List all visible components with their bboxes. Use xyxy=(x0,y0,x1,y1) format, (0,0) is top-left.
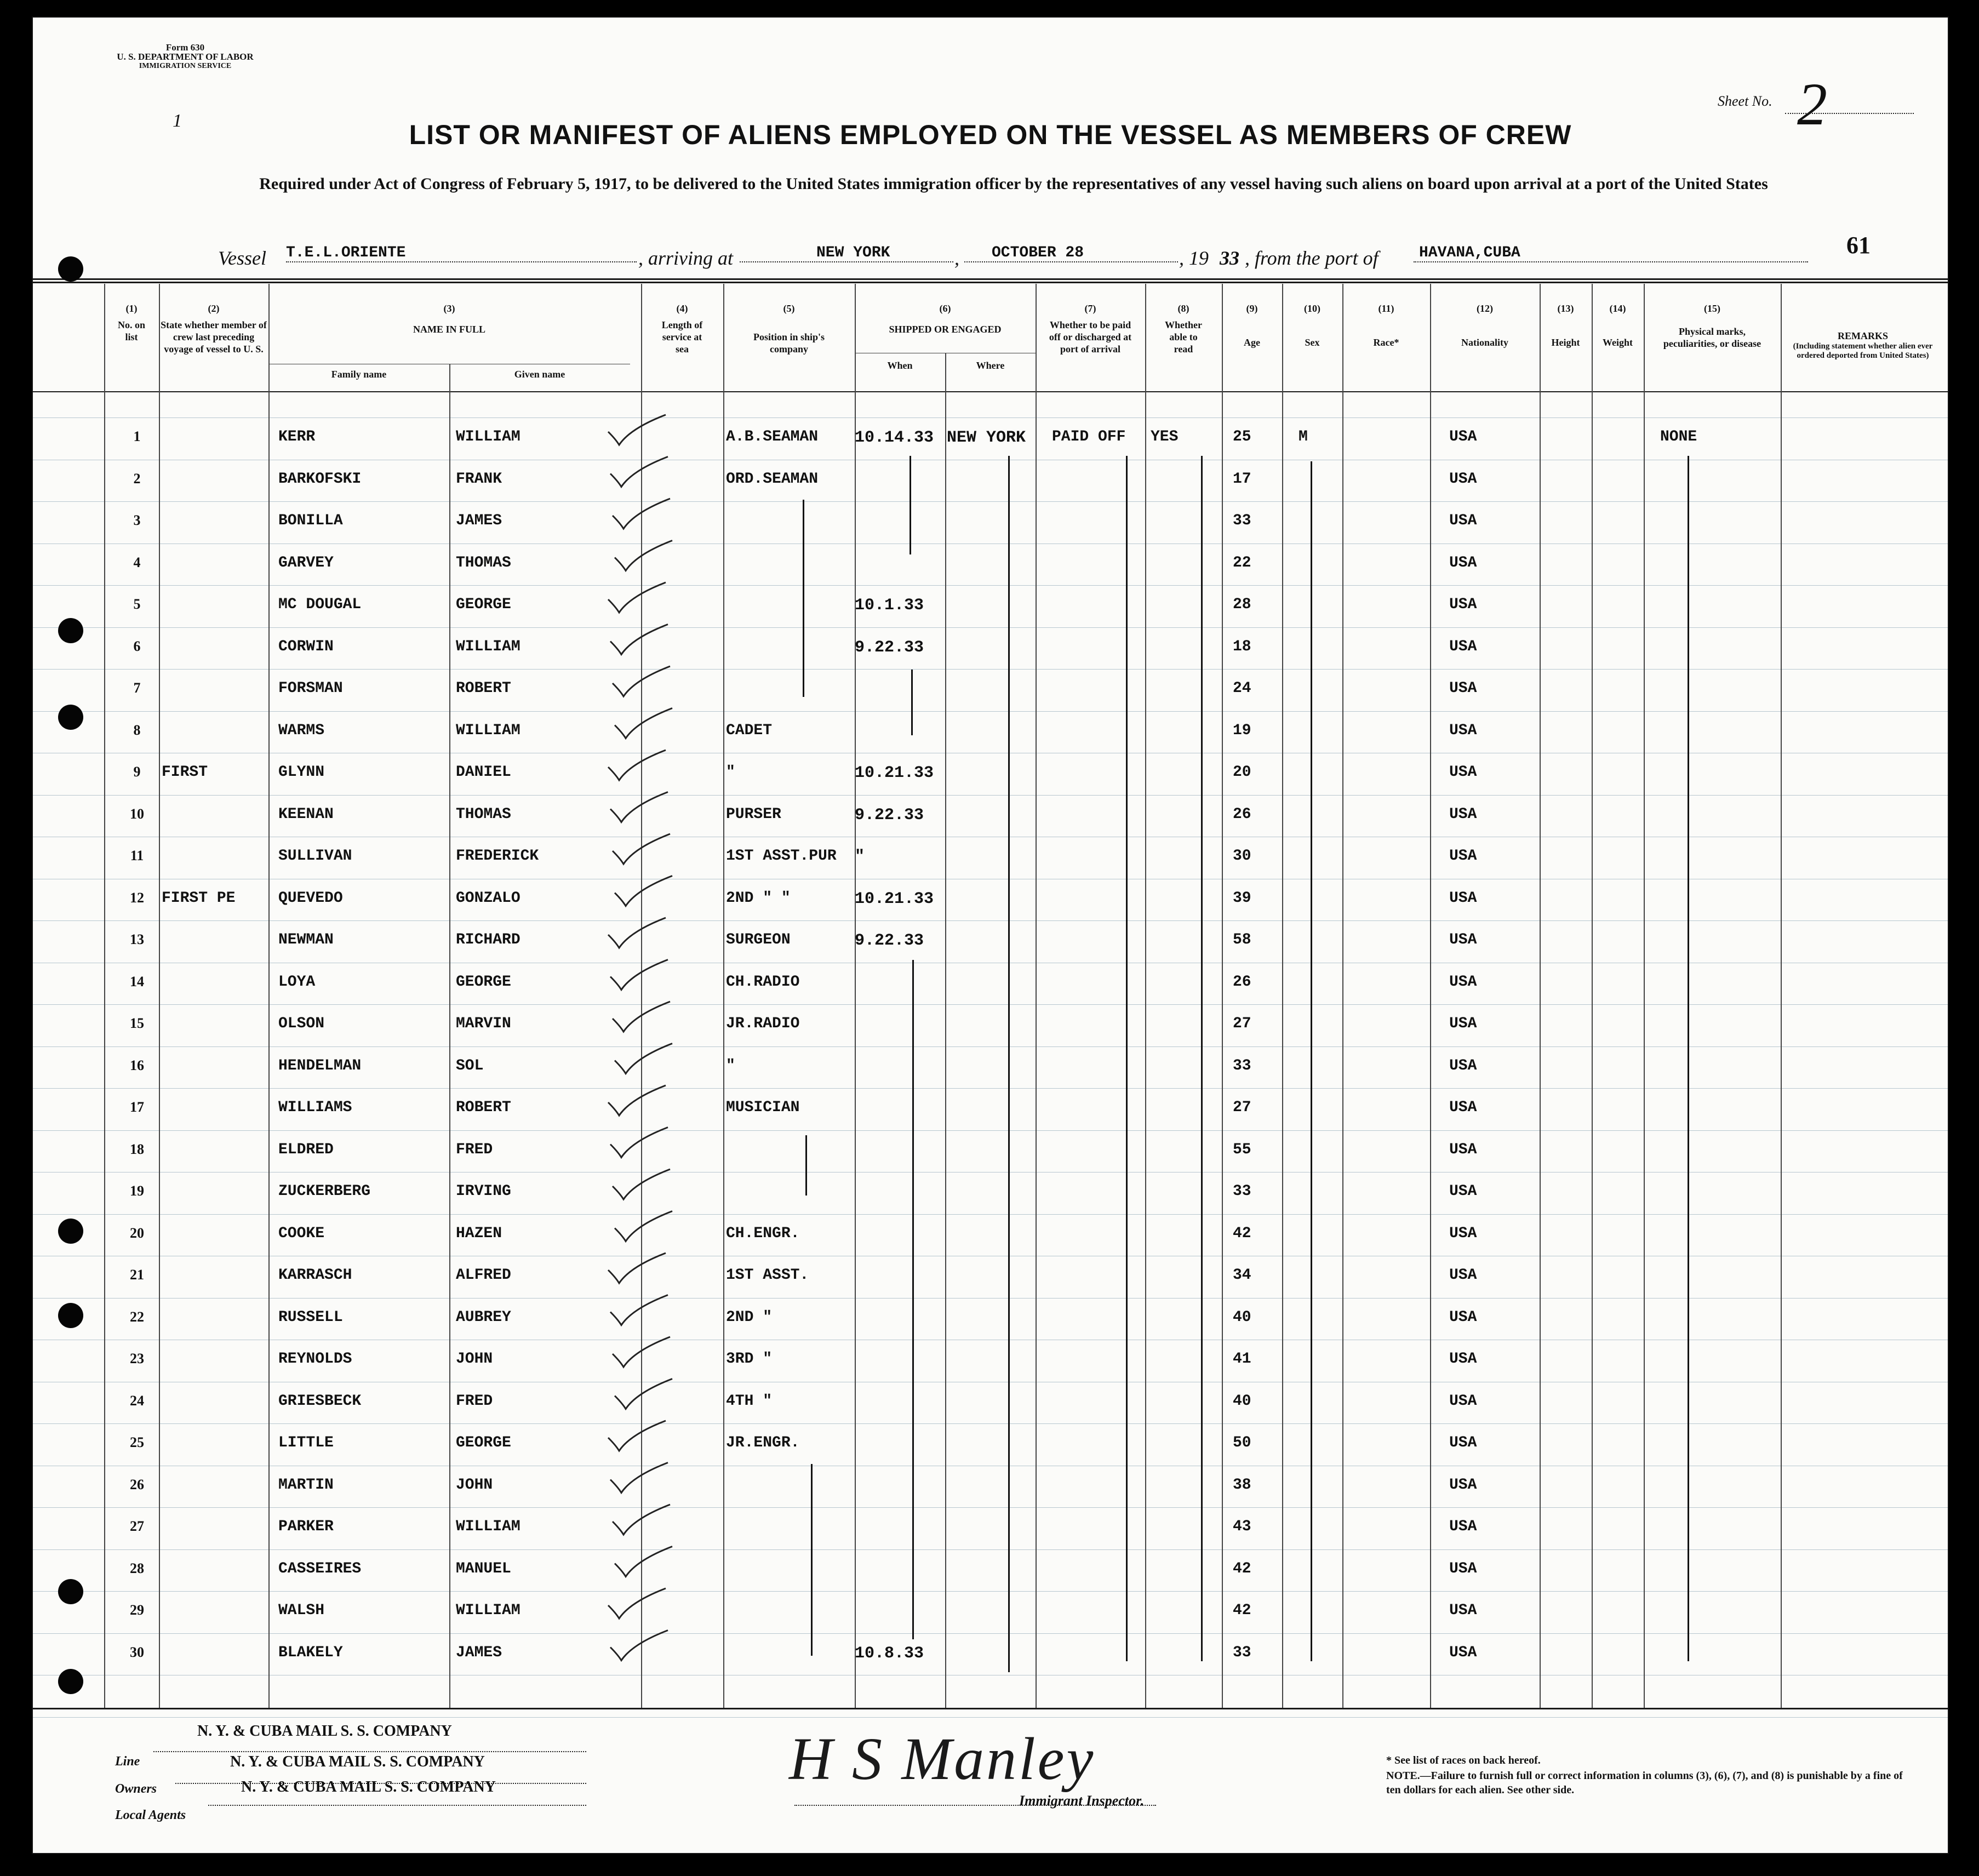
age: 26 xyxy=(1233,973,1251,991)
binder-hole xyxy=(58,1579,83,1604)
shipped-when: 10.21.33 xyxy=(855,889,934,908)
age: 39 xyxy=(1233,889,1251,907)
family-name: CASSEIRES xyxy=(278,1560,362,1577)
shipped-when: " xyxy=(855,848,865,866)
given-name: ROBERT xyxy=(456,1099,511,1116)
family-name: GLYNN xyxy=(278,764,325,781)
row-number: 12 xyxy=(130,889,144,906)
age: 27 xyxy=(1233,1015,1251,1032)
page-title: LIST OR MANIFEST OF ALIENS EMPLOYED ON THE VESSEL AS MEMBERS OF CREW xyxy=(409,119,1572,150)
given-name: GEORGE xyxy=(456,596,511,613)
departure-port: HAVANA,CUBA xyxy=(1414,244,1808,262)
nationality: USA xyxy=(1449,1476,1477,1494)
position: JR.ENGR. xyxy=(726,1434,800,1451)
check-mark xyxy=(608,1588,666,1618)
col16-header: REMARKS (Including statement whether alien ever ordered deported from United States) xyxy=(1793,330,1933,360)
col8-header: (8) Whether able to read xyxy=(1165,303,1202,354)
nationality: USA xyxy=(1449,554,1477,571)
given-name: FRED xyxy=(456,1141,493,1158)
family-name: GRIESBECK xyxy=(278,1392,362,1410)
family-name: LOYA xyxy=(278,973,316,991)
line-label: Line xyxy=(115,1754,140,1769)
given-name: AUBREY xyxy=(456,1308,511,1326)
year-prefix: , 19 xyxy=(1179,247,1209,269)
col6-header: (6) SHIPPED OR ENGAGED xyxy=(889,303,1002,335)
given-name: JOHN xyxy=(456,1351,493,1368)
row-number: 23 xyxy=(130,1351,144,1366)
binder-hole xyxy=(58,1219,83,1244)
position: JR.RADIO xyxy=(726,1015,800,1032)
family-name: ELDRED xyxy=(278,1141,334,1158)
nationality: USA xyxy=(1449,931,1477,948)
binder-hole xyxy=(58,705,83,730)
check-mark xyxy=(608,750,666,780)
position: 1ST ASST.PUR xyxy=(726,848,837,865)
binder-hole xyxy=(58,1669,83,1694)
races-note: * See list of races on back hereof. xyxy=(1386,1754,1541,1766)
nationality: USA xyxy=(1449,1267,1477,1284)
given-name: HAZEN xyxy=(456,1225,502,1242)
nationality: USA xyxy=(1449,1392,1477,1410)
page-subtitle: Required under Act of Congress of February 5, 1917, to be delivered to the United States immigration officer by the representatives of any vessel having such aliens on board upon arrival at a port of the United States xyxy=(259,175,1768,193)
col12-header: (12) Nationality xyxy=(1461,303,1508,348)
nationality: USA xyxy=(1449,428,1477,445)
sheet-label: Sheet No. xyxy=(1718,93,1772,109)
given-name: SOL xyxy=(456,1057,484,1074)
col10-header: (10) Sex xyxy=(1304,303,1320,348)
age: 19 xyxy=(1233,722,1251,739)
check-marks xyxy=(33,18,1948,1853)
row-number: 24 xyxy=(130,1392,144,1409)
row-number: 20 xyxy=(130,1225,144,1241)
age: 18 xyxy=(1233,638,1251,655)
nationality: USA xyxy=(1449,1518,1477,1535)
col13-header: (13) Height xyxy=(1551,303,1580,348)
vessel-name: T.E.L.ORIENTE xyxy=(286,244,637,262)
check-mark xyxy=(608,1253,666,1283)
age: 42 xyxy=(1233,1602,1251,1619)
row-number: 5 xyxy=(133,596,141,612)
binder-hole xyxy=(58,1303,83,1328)
arrival-date: OCTOBER 28 xyxy=(964,244,1178,262)
position: 4TH " xyxy=(726,1392,773,1410)
position: 2ND " xyxy=(726,1308,773,1326)
shipped-when: 9.22.33 xyxy=(855,805,924,825)
family-name: PARKER xyxy=(278,1518,334,1535)
family-name: NEWMAN xyxy=(278,931,334,948)
family-name: CORWIN xyxy=(278,638,334,655)
age: 42 xyxy=(1233,1225,1251,1242)
shipped-when: 9.22.33 xyxy=(855,931,924,950)
age: 33 xyxy=(1233,1183,1251,1200)
age: 34 xyxy=(1233,1267,1251,1284)
age: 33 xyxy=(1233,512,1251,529)
family-name: BONILLA xyxy=(278,512,343,529)
family-name: OLSON xyxy=(278,1015,325,1032)
nationality: USA xyxy=(1449,470,1477,488)
age: 40 xyxy=(1233,1308,1251,1326)
family-name: COOKE xyxy=(278,1225,325,1242)
family-name: BLAKELY xyxy=(278,1644,343,1661)
age: 41 xyxy=(1233,1351,1251,1368)
vessel-label: Vessel xyxy=(218,247,266,269)
row-number: 13 xyxy=(130,931,144,947)
given-name: MANUEL xyxy=(456,1560,511,1577)
inspector-signature: H S Manley xyxy=(789,1725,1096,1792)
binder-hole xyxy=(58,256,83,282)
binder-hole xyxy=(58,618,83,643)
family-name: REYNOLDS xyxy=(278,1351,352,1368)
check-mark xyxy=(613,666,670,696)
age: 17 xyxy=(1233,470,1251,488)
nationality: USA xyxy=(1449,638,1477,655)
given-name: WILLIAM xyxy=(456,722,521,739)
family-name: MC DOUGAL xyxy=(278,596,362,613)
col1-header: (1) No. on list xyxy=(117,303,145,342)
age: 20 xyxy=(1233,764,1251,781)
given-name: JAMES xyxy=(456,1644,502,1661)
row-number: 19 xyxy=(130,1183,144,1199)
check-mark xyxy=(615,1211,672,1242)
position: CH.RADIO xyxy=(726,973,800,991)
given-name: MARVIN xyxy=(456,1015,511,1032)
row-number: 28 xyxy=(130,1560,144,1576)
col15-header: (15) Physical marks, peculiarities, or disease xyxy=(1663,303,1761,349)
position: ORD.SEAMAN xyxy=(726,470,819,488)
col11-header: (11) Race* xyxy=(1373,303,1399,348)
family-name: RUSSELL xyxy=(278,1308,343,1326)
check-mark xyxy=(608,918,666,948)
given-name: FREDERICK xyxy=(456,848,539,865)
row-number: 17 xyxy=(130,1099,144,1115)
check-mark xyxy=(613,834,670,864)
page-number: 61 xyxy=(1846,232,1871,259)
check-mark xyxy=(615,1044,672,1074)
col2-header: (2) State whether member of crew last preceding voyage of vessel to U. S. xyxy=(161,303,267,354)
form-number: Form 630 U. S. DEPARTMENT OF LABOR IMMIGRATION SERVICE xyxy=(117,42,254,70)
nationality: USA xyxy=(1449,889,1477,907)
nationality: USA xyxy=(1449,1351,1477,1368)
row-number: 7 xyxy=(133,680,141,696)
row-number: 29 xyxy=(130,1602,144,1618)
row-number: 27 xyxy=(130,1518,144,1534)
col4-header: (4) Length of service at sea xyxy=(661,303,703,354)
paid-off: PAID OFF xyxy=(1052,428,1126,445)
nationality: USA xyxy=(1449,1308,1477,1326)
age: 30 xyxy=(1233,848,1251,865)
from-label: , from the port of xyxy=(1245,247,1379,269)
nationality: USA xyxy=(1449,1225,1477,1242)
check-mark xyxy=(615,876,672,906)
position: " xyxy=(726,1057,735,1074)
owners-label: Owners xyxy=(115,1782,157,1796)
position: " xyxy=(726,764,735,781)
row-number: 18 xyxy=(130,1141,144,1157)
check-mark xyxy=(610,792,668,822)
nationality: USA xyxy=(1449,805,1477,823)
row-number: 25 xyxy=(130,1434,144,1450)
previous-voyage: FIRST PE xyxy=(162,889,236,907)
position: MUSICIAN xyxy=(726,1099,800,1116)
given-name-header: Given name xyxy=(514,369,565,380)
family-name: WILLIAMS xyxy=(278,1099,352,1116)
previous-voyage: FIRST xyxy=(162,764,208,781)
nationality: USA xyxy=(1449,1057,1477,1074)
row-number: 11 xyxy=(130,848,144,863)
row-number: 26 xyxy=(130,1476,144,1492)
col7-header: (7) Whether to be paid off or discharged at port of arrival xyxy=(1049,303,1132,354)
nationality: USA xyxy=(1449,596,1477,613)
shipped-when: 10.21.33 xyxy=(855,764,934,782)
nationality: USA xyxy=(1449,1602,1477,1619)
comma: , xyxy=(954,247,959,269)
when-header: When xyxy=(887,360,913,371)
rule xyxy=(33,1708,1948,1709)
check-mark xyxy=(613,1337,670,1367)
family-name-header: Family name xyxy=(331,369,387,380)
nationality: USA xyxy=(1449,1015,1477,1032)
family-name: SULLIVAN xyxy=(278,848,352,865)
row-number: 30 xyxy=(130,1644,144,1660)
shipped-when: 9.22.33 xyxy=(855,638,924,657)
sex: M xyxy=(1299,428,1308,445)
family-name: LITTLE xyxy=(278,1434,334,1451)
nationality: USA xyxy=(1449,680,1477,697)
check-mark xyxy=(610,1128,668,1158)
given-name: FRANK xyxy=(456,470,502,488)
check-mark xyxy=(608,582,666,613)
age: 42 xyxy=(1233,1560,1251,1577)
given-name: ALFRED xyxy=(456,1267,511,1284)
col9-header: (9) Age xyxy=(1244,303,1260,348)
physical-marks: NONE xyxy=(1660,428,1697,445)
age: 26 xyxy=(1233,805,1251,823)
where-header: Where xyxy=(976,360,1005,371)
age: 33 xyxy=(1233,1057,1251,1074)
check-mark xyxy=(610,457,668,487)
age: 50 xyxy=(1233,1434,1251,1451)
family-name: KERR xyxy=(278,428,316,445)
check-mark xyxy=(610,1463,668,1493)
manifest-sheet xyxy=(32,16,1949,1854)
age: 27 xyxy=(1233,1099,1251,1116)
owners-company: N. Y. & CUBA MAIL S. S. COMPANY xyxy=(230,1753,485,1770)
row-number: 22 xyxy=(130,1308,144,1325)
position: CADET xyxy=(726,722,773,739)
nationality: USA xyxy=(1449,1183,1477,1200)
position: 3RD " xyxy=(726,1351,773,1368)
given-name: WILLIAM xyxy=(456,1518,521,1535)
arriving-label: , arriving at xyxy=(638,247,734,269)
age: 58 xyxy=(1233,931,1251,948)
nationality: USA xyxy=(1449,722,1477,739)
age: 28 xyxy=(1233,596,1251,613)
inspector-label: Immigrant Inspector. xyxy=(1019,1793,1145,1809)
page-mark: 1 xyxy=(173,111,182,131)
age: 55 xyxy=(1233,1141,1251,1158)
row-number: 4 xyxy=(133,554,141,570)
check-mark xyxy=(613,1169,670,1199)
age: 40 xyxy=(1233,1392,1251,1410)
nationality: USA xyxy=(1449,1141,1477,1158)
given-name: RICHARD xyxy=(456,931,521,948)
family-name: MARTIN xyxy=(278,1476,334,1494)
given-name: IRVING xyxy=(456,1183,511,1200)
sheet-number: 2 xyxy=(1797,71,1827,138)
family-name: KEENAN xyxy=(278,805,334,823)
family-name: WALSH xyxy=(278,1602,325,1619)
row-number: 9 xyxy=(133,764,141,780)
check-mark xyxy=(610,1631,668,1661)
family-name: WARMS xyxy=(278,722,325,739)
line-underline xyxy=(153,1751,586,1752)
row-number: 2 xyxy=(133,470,141,487)
given-name: DANIEL xyxy=(456,764,511,781)
nationality: USA xyxy=(1449,1434,1477,1451)
check-mark xyxy=(608,1085,666,1116)
agents-company: N. Y. & CUBA MAIL S. S. COMPANY xyxy=(241,1778,496,1795)
given-name: GEORGE xyxy=(456,973,511,991)
agents-label: Local Agents xyxy=(115,1808,186,1822)
given-name: GEORGE xyxy=(456,1434,511,1451)
row-number: 15 xyxy=(130,1015,144,1031)
family-name: ZUCKERBERG xyxy=(278,1183,371,1200)
check-mark xyxy=(613,499,670,529)
position: PURSER xyxy=(726,805,781,823)
year: 33 xyxy=(1220,247,1239,269)
col5-header: (5) Position in ship's company xyxy=(753,303,825,354)
col3-header: (3) NAME IN FULL xyxy=(413,303,485,335)
nationality: USA xyxy=(1449,1099,1477,1116)
given-name: FRED xyxy=(456,1392,493,1410)
family-name: HENDELMAN xyxy=(278,1057,362,1074)
age: 43 xyxy=(1233,1518,1251,1535)
family-name: BARKOFSKI xyxy=(278,470,362,488)
nationality: USA xyxy=(1449,1644,1477,1661)
age: 33 xyxy=(1233,1644,1251,1661)
check-mark xyxy=(613,1505,670,1535)
shipped-when: 10.8.33 xyxy=(855,1644,924,1663)
shipped-where: NEW YORK xyxy=(947,428,1026,447)
check-mark xyxy=(610,960,668,990)
row-number: 21 xyxy=(130,1267,144,1283)
given-name: WILLIAM xyxy=(456,1602,521,1619)
arrival-port: NEW YORK xyxy=(740,244,953,262)
row-number: 8 xyxy=(133,722,141,738)
age: 22 xyxy=(1233,554,1251,571)
position: CH.ENGR. xyxy=(726,1225,800,1242)
position: 1ST ASST. xyxy=(726,1267,809,1284)
nationality: USA xyxy=(1449,848,1477,865)
family-name: GARVEY xyxy=(278,554,334,571)
nationality: USA xyxy=(1449,512,1477,529)
agents-underline xyxy=(208,1805,586,1806)
nationality: USA xyxy=(1449,973,1477,991)
check-mark xyxy=(615,708,672,739)
family-name: QUEVEDO xyxy=(278,889,343,907)
check-mark xyxy=(610,1295,668,1325)
row-number: 1 xyxy=(133,428,141,444)
row-number: 3 xyxy=(133,512,141,528)
row-number: 16 xyxy=(130,1057,144,1073)
check-mark xyxy=(608,415,666,445)
check-mark xyxy=(610,625,668,655)
family-name: KARRASCH xyxy=(278,1267,352,1284)
position: 2ND " " xyxy=(726,889,791,907)
given-name: WILLIAM xyxy=(456,638,521,655)
family-name: FORSMAN xyxy=(278,680,343,697)
age: 24 xyxy=(1233,680,1251,697)
col14-header: (14) Weight xyxy=(1602,303,1633,348)
able-to-read: YES xyxy=(1151,428,1179,445)
given-name: THOMAS xyxy=(456,805,511,823)
shipped-when: 10.14.33 xyxy=(855,428,934,447)
row-number: 10 xyxy=(130,805,144,822)
check-mark xyxy=(615,1547,672,1577)
row-number: 14 xyxy=(130,973,144,990)
check-mark xyxy=(608,1421,666,1451)
check-mark xyxy=(613,1002,670,1032)
shipped-when: 10.1.33 xyxy=(855,596,924,615)
given-name: THOMAS xyxy=(456,554,511,571)
nationality: USA xyxy=(1449,1560,1477,1577)
row-number: 6 xyxy=(133,638,141,654)
nationality: USA xyxy=(1449,764,1477,781)
given-name: JAMES xyxy=(456,512,502,529)
given-name: WILLIAM xyxy=(456,428,521,445)
given-name: ROBERT xyxy=(456,680,511,697)
position: A.B.SEAMAN xyxy=(726,428,819,445)
check-mark xyxy=(615,541,672,571)
age: 38 xyxy=(1233,1476,1251,1494)
line-company: N. Y. & CUBA MAIL S. S. COMPANY xyxy=(197,1723,452,1740)
age: 25 xyxy=(1233,428,1251,445)
position: SURGEON xyxy=(726,931,791,948)
given-name: JOHN xyxy=(456,1476,493,1494)
given-name: GONZALO xyxy=(456,889,521,907)
check-mark xyxy=(615,1379,672,1409)
penalty-note: NOTE.—Failure to furnish full or correct information in columns (3), (6), (7), and (8) is punishable by a fine of ten dollars for each alien. See other side. xyxy=(1386,1770,1903,1796)
